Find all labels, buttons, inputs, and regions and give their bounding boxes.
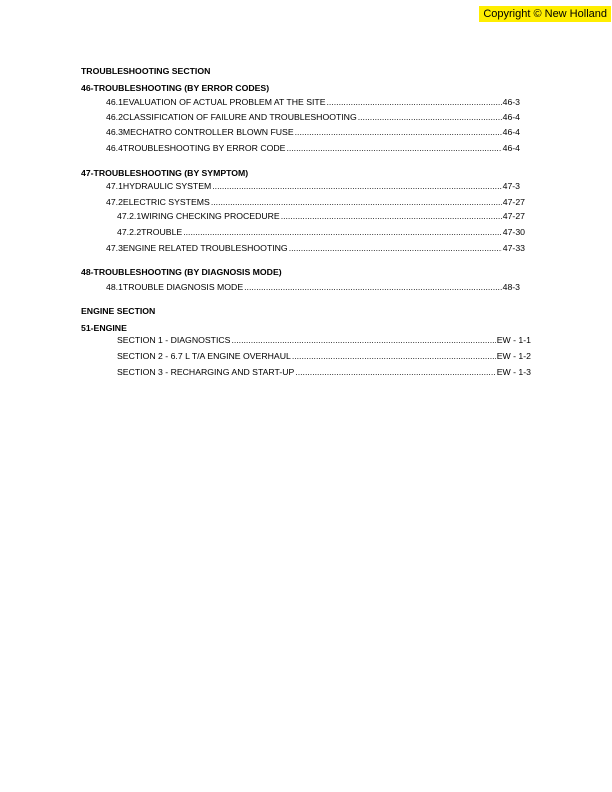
toc-entry-page: EW - 1-3	[496, 367, 531, 377]
toc-entry-number: 46.2	[106, 112, 123, 122]
toc-entry-page: 46-4	[502, 127, 520, 137]
toc-entry-number: 47.2.1	[117, 211, 142, 221]
toc-entry-page: 46-4	[502, 112, 520, 122]
toc-entry-title: ENGINE RELATED TROUBLESHOOTING	[122, 243, 288, 253]
toc-entry-title: EVALUATION OF ACTUAL PROBLEM AT THE SITE	[122, 97, 326, 107]
toc-entry[interactable]	[106, 97, 520, 108]
dot-leader	[281, 211, 502, 222]
toc-entry[interactable]	[117, 211, 525, 222]
toc-entry-number: 48.1	[106, 282, 123, 292]
dot-leader	[289, 243, 502, 254]
toc-entry-title: SECTION 2 - 6.7 L T/A ENGINE OVERHAUL	[117, 351, 291, 361]
engine-section-heading: ENGINE SECTION	[81, 306, 156, 316]
toc-entry-title: TROUBLE	[141, 227, 183, 237]
toc-entry-title: WIRING CHECKING PROCEDURE	[141, 211, 280, 221]
troubleshooting-section-heading: TROUBLESHOOTING SECTION	[81, 66, 211, 76]
toc-entry-number: 47.3	[106, 243, 123, 253]
toc-entry-page: 46-3	[502, 97, 520, 107]
toc-entry-number: 46.4	[106, 143, 123, 153]
toc-entry-title: MECHATRO CONTROLLER BLOWN FUSE	[122, 127, 294, 137]
dot-leader	[327, 97, 502, 108]
toc-entry[interactable]	[106, 282, 520, 293]
toc-entry[interactable]	[117, 227, 525, 238]
toc-entry-title: HYDRAULIC SYSTEM	[122, 181, 212, 191]
toc-entry[interactable]	[106, 143, 520, 154]
copyright-notice: Copyright © New Holland	[479, 6, 611, 22]
dot-leader	[292, 351, 496, 362]
toc-entry-page: 47-33	[502, 243, 525, 253]
toc-entry-page: 48-3	[502, 282, 520, 292]
toc-entry-page: EW - 1-1	[496, 335, 531, 345]
toc-entry[interactable]	[106, 127, 520, 138]
dot-leader	[212, 181, 501, 192]
dot-leader	[244, 282, 501, 293]
toc-entry[interactable]	[106, 243, 525, 254]
toc-entry[interactable]	[117, 351, 531, 362]
toc-entry-title: CLASSIFICATION OF FAILURE AND TROUBLESHOOTING	[122, 112, 357, 122]
dot-leader	[286, 143, 501, 154]
toc-entry[interactable]	[106, 112, 520, 123]
dot-leader	[211, 197, 502, 208]
toc-entry-page: EW - 1-2	[496, 351, 531, 361]
toc-entry-number: 47.2	[106, 197, 123, 207]
toc-entry-page: 46-4	[502, 143, 520, 153]
toc-entry-number: 46.1	[106, 97, 123, 107]
toc-entry-title: SECTION 3 - RECHARGING AND START-UP	[117, 367, 295, 377]
toc-entry[interactable]	[106, 197, 525, 208]
chapter-47-heading: 47-TROUBLESHOOTING (BY SYMPTOM)	[81, 168, 249, 178]
toc-entry-title: SECTION 1 - DIAGNOSTICS	[117, 335, 231, 345]
toc-entry-number: 47.1	[106, 181, 123, 191]
dot-leader	[295, 127, 502, 138]
dot-leader	[231, 335, 495, 346]
toc-entry-title: ELECTRIC SYSTEMS	[122, 197, 210, 207]
dot-leader	[183, 227, 502, 238]
chapter-51-heading: 51-ENGINE	[81, 323, 127, 333]
toc-entry-page: 47-30	[502, 227, 525, 237]
dot-leader	[295, 367, 495, 378]
chapter-48-heading: 48-TROUBLESHOOTING (BY DIAGNOSIS MODE)	[81, 267, 282, 277]
toc-entry-page: 47-27	[502, 197, 525, 207]
toc-entry-page: 47-3	[502, 181, 520, 191]
dot-leader	[358, 112, 502, 123]
toc-entry[interactable]	[117, 367, 531, 378]
toc-entry-title: TROUBLE DIAGNOSIS MODE	[122, 282, 244, 292]
toc-entry-number: 47.2.2	[117, 227, 142, 237]
toc-entry-number: 46.3	[106, 127, 123, 137]
chapter-46-heading: 46-TROUBLESHOOTING (BY ERROR CODES)	[81, 83, 270, 93]
toc-entry-title: TROUBLESHOOTING BY ERROR CODE	[122, 143, 286, 153]
toc-entry[interactable]	[117, 335, 531, 346]
toc-entry[interactable]	[106, 181, 520, 192]
toc-entry-page: 47-27	[502, 211, 525, 221]
